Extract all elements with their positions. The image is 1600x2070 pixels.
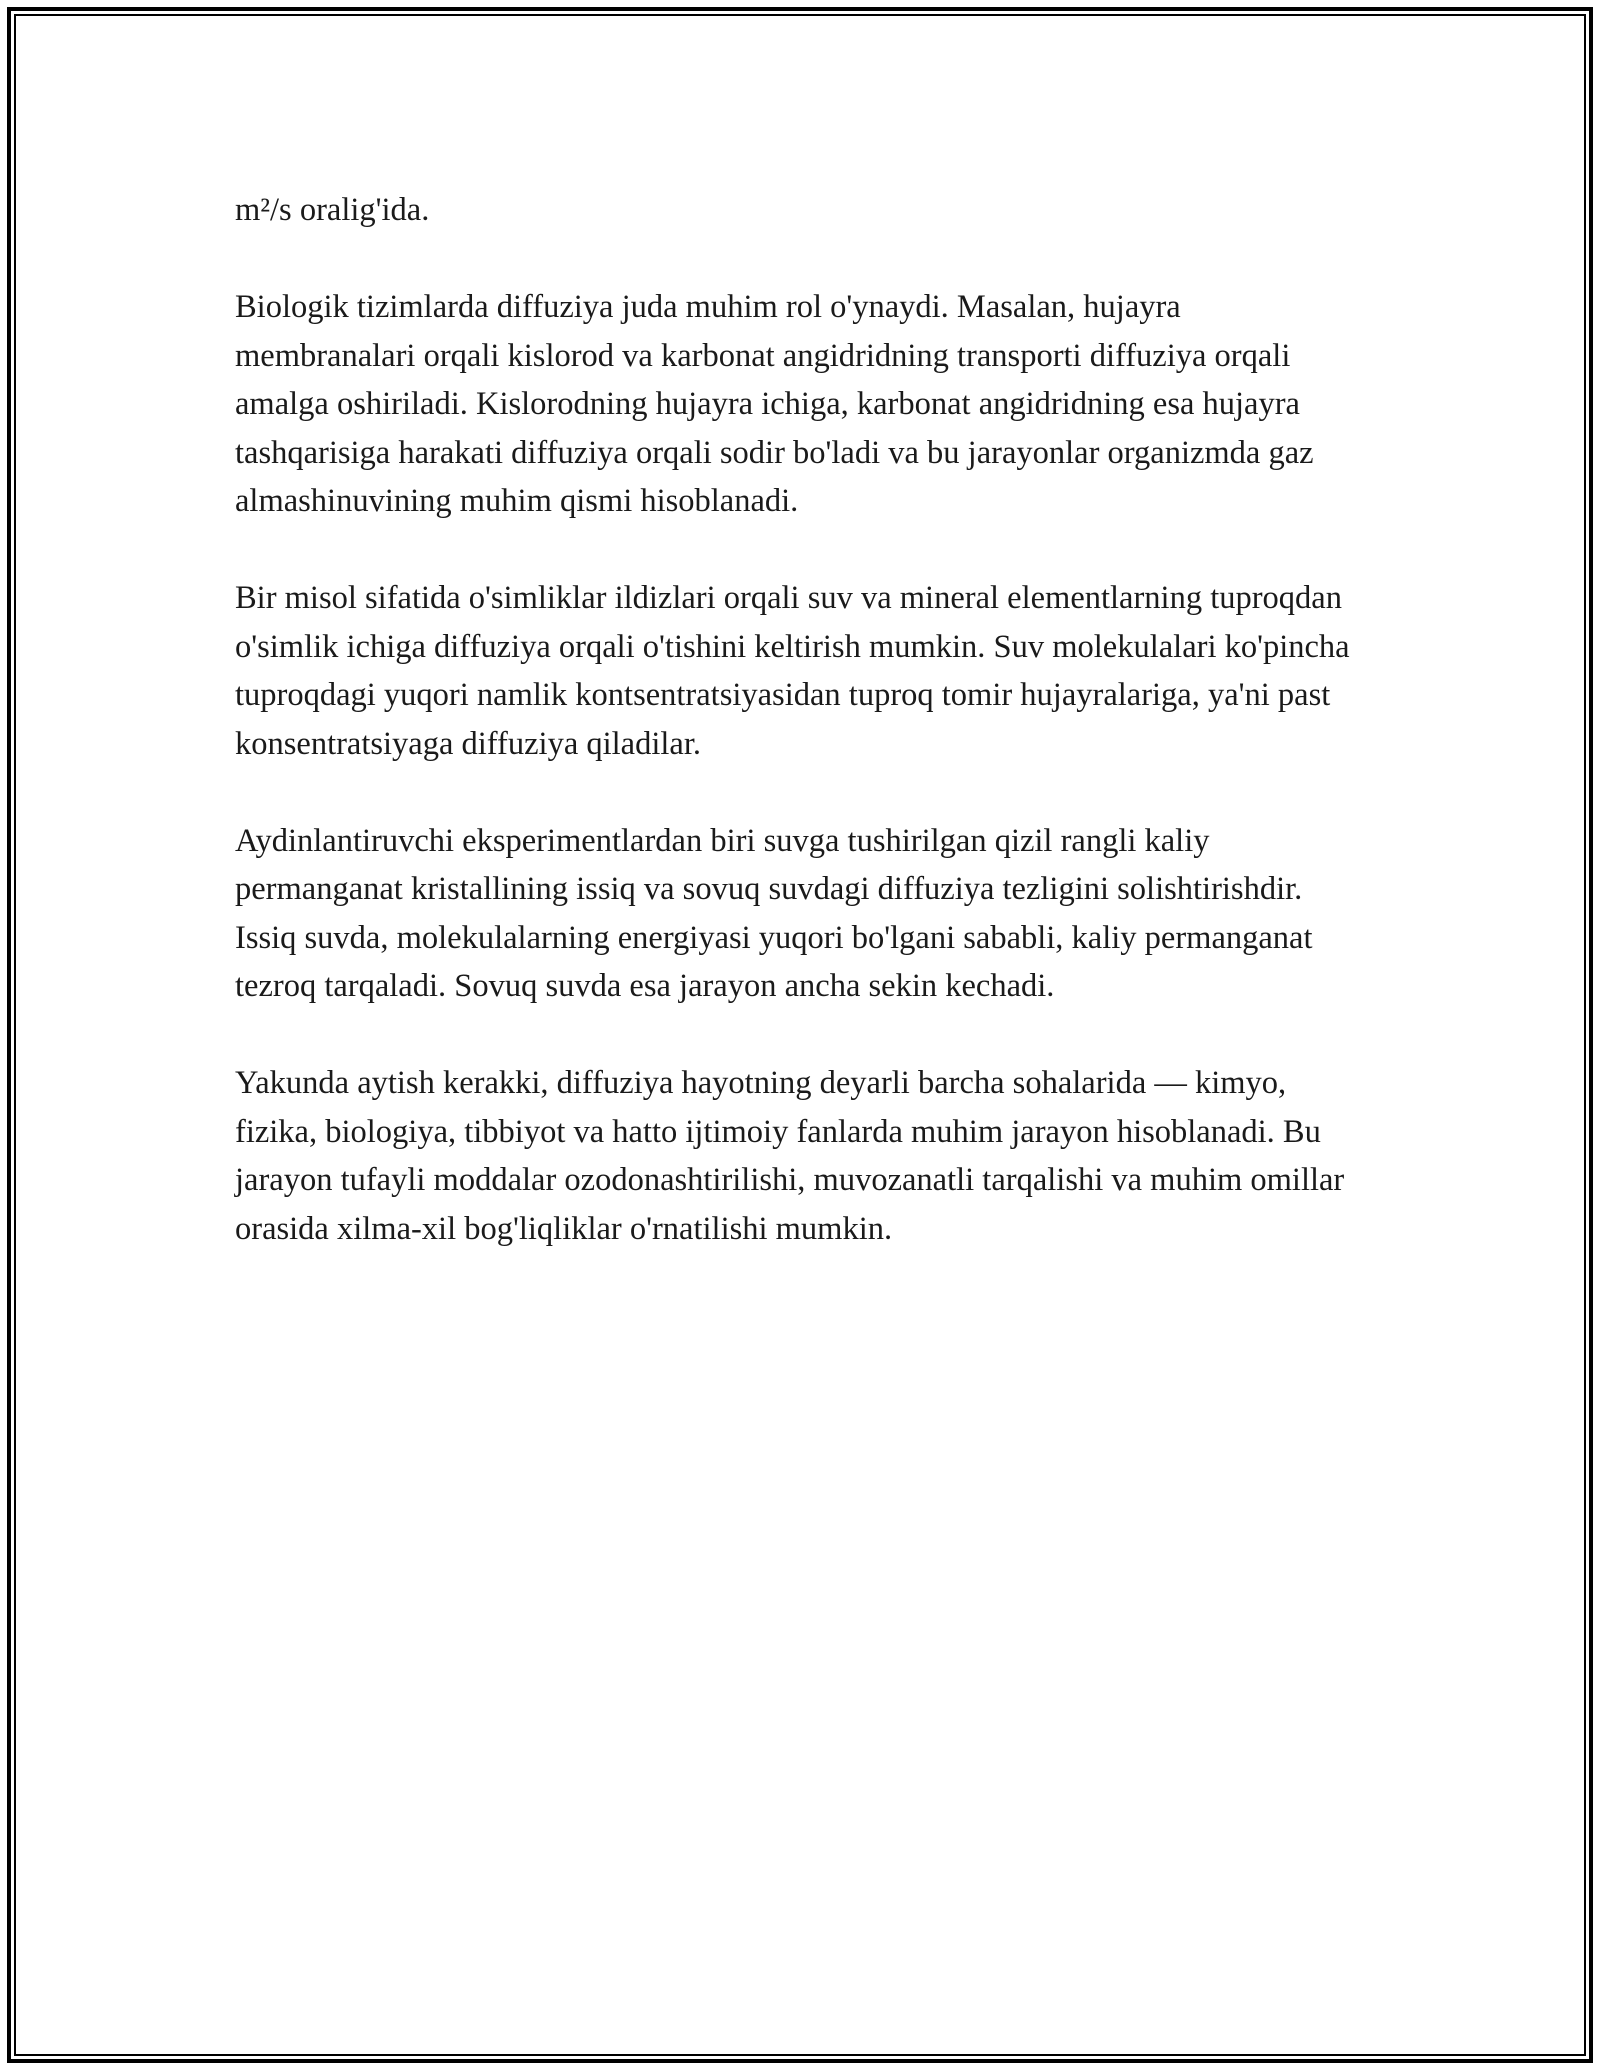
paragraph-continuation: m²/s oralig'ida. xyxy=(235,192,430,228)
paragraph-biological-systems: Biologik tizimlarda diffuziya juda muhim rol o'ynaydi. Masalan, hujayra membranalari orqali kislorod va karbonat angidridning transporti diffuziya orqali amalga oshiriladi. Kislorodning hujayra ichiga, karbonat angidridning esa hujayra tashqarisiga harakati diffuziya orqali sodir bo'ladi va bu jarayonlar organizmda gaz almashinuvining muhim qismi hisoblanadi. xyxy=(235,289,1314,519)
document-body xyxy=(235,186,1365,1302)
paragraph-experiment: Aydinlantiruvchi eksperimentlardan biri suvga tushirilgan qizil rangli kaliy permanganat kristallining issiq va sovuq suvdagi diffuziya tezligini solishtirishdir. Issiq suvda, molekulalarning energiyasi yuqori bo'lgani sababli, kaliy permanganat tezroq tarqaladi. Sovuq suvda esa jarayon ancha sekin kechadi. xyxy=(235,822,1313,1004)
paragraph-plant-roots: Bir misol sifatida o'simliklar ildizlari orqali suv va mineral elementlarning tuproqdan o'simlik ichiga diffuziya orqali o'tishini keltirish mumkin. Suv molekulalari ko'pincha tuproqdagi yuqori namlik kontsentratsiyasidan tuproq tomir hujayralariga, ya'ni past konsentratsiyaga diffuziya qiladilar. xyxy=(235,580,1350,762)
paragraph-conclusion: Yakunda aytish kerakki, diffuziya hayotning deyarli barcha sohalarida — kimyo, fizika, biologiya, tibbiyot va hatto ijtimoiy fanlarda muhim jarayon hisoblanadi. Bu jarayon tufayli moddalar ozodonashtirilishi, muvozanatli tarqalishi va muhim omillar orasida xilma-xil bog'liqliklar o'rnatilishi mumkin. xyxy=(235,1065,1345,1247)
